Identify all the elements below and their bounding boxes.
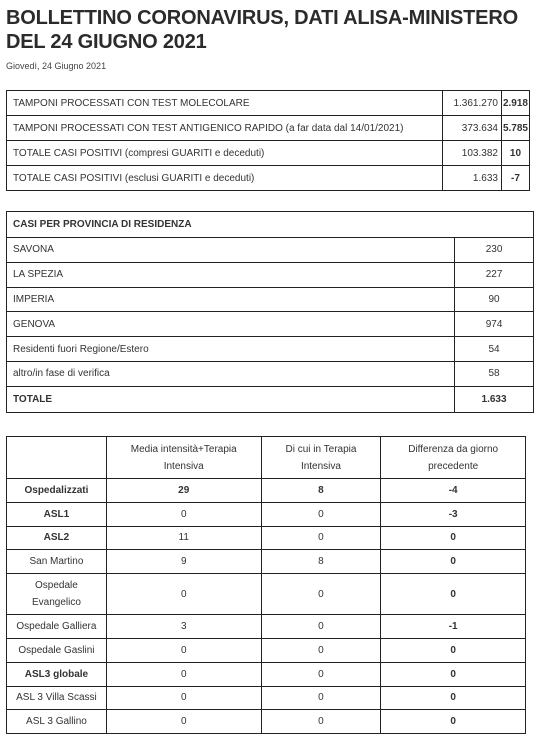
summary-delta: 10 [501, 141, 529, 166]
table-row [7, 91, 530, 116]
province-value: 230 [455, 238, 534, 263]
hospital-ti: 0 [261, 526, 381, 550]
hospital-media: 9 [106, 550, 261, 574]
hospital-name: ASL 3 Gallino [7, 710, 107, 734]
summary-total: 1.361.270 [443, 91, 502, 116]
summary-label: TAMPONI PROCESSATI CON TEST MOLECOLARE [7, 91, 443, 116]
table-row [7, 337, 534, 362]
hospital-ti: 0 [261, 574, 381, 615]
table-row [7, 312, 534, 337]
summary-label: TOTALE CASI POSITIVI (esclusi GUARITI e deceduti) [7, 166, 443, 191]
province-label: SAVONA [7, 238, 455, 263]
table-row [7, 287, 534, 312]
hospital-diff: 0 [381, 638, 526, 662]
table-header-row [7, 212, 534, 238]
header-ti: Di cui in Terapia Intensiva [261, 437, 381, 479]
table-row [7, 361, 534, 386]
province-label: GENOVA [7, 312, 455, 337]
province-label: Residenti fuori Regione/Estero [7, 337, 455, 362]
table-row [7, 141, 530, 166]
publish-date: Giovedì, 24 Giugno 2021 [6, 61, 107, 71]
header-diff: Differenza da giorno precedente [381, 437, 526, 479]
hospital-diff: 0 [381, 526, 526, 550]
province-label: IMPERIA [7, 287, 455, 312]
table-row [7, 638, 526, 662]
summary-table [6, 90, 530, 191]
hospital-diff: -3 [381, 502, 526, 526]
province-value: 974 [455, 312, 534, 337]
summary-delta: -7 [501, 166, 529, 191]
hospital-diff: 0 [381, 662, 526, 686]
hospital-name: Ospedale Evangelico [7, 574, 107, 615]
table-row [7, 479, 526, 503]
hospital-name: Ospedale Galliera [7, 615, 107, 639]
table-row [7, 116, 530, 141]
summary-total: 373.634 [443, 116, 502, 141]
table-row [7, 686, 526, 710]
header-cell-empty [7, 437, 107, 479]
hospital-name: Ospedalizzati [7, 479, 107, 503]
hospital-diff: -4 [381, 479, 526, 503]
hospital-ti: 0 [261, 662, 381, 686]
province-label: altro/in fase di verifica [7, 361, 455, 386]
province-value: 90 [455, 287, 534, 312]
hospital-ti: 0 [261, 502, 381, 526]
province-table [6, 211, 534, 413]
province-header: CASI PER PROVINCIA DI RESIDENZA [7, 212, 534, 238]
table-row [7, 550, 526, 574]
hospital-diff: 0 [381, 574, 526, 615]
province-value: 54 [455, 337, 534, 362]
header-media: Media intensità+Terapia Intensiva [106, 437, 261, 479]
summary-label: TOTALE CASI POSITIVI (compresi GUARITI e deceduti) [7, 141, 443, 166]
hospital-name: ASL2 [7, 526, 107, 550]
hospital-ti: 0 [261, 686, 381, 710]
hospital-media: 29 [106, 479, 261, 503]
province-value: 227 [455, 262, 534, 287]
hospital-name: Ospedale Gaslini [7, 638, 107, 662]
province-total-value: 1.633 [455, 386, 534, 412]
hospital-diff: 0 [381, 686, 526, 710]
hospital-media: 0 [106, 686, 261, 710]
hospital-name: ASL3 globale [7, 662, 107, 686]
table-row [7, 526, 526, 550]
hospital-media: 11 [106, 526, 261, 550]
hospital-media: 3 [106, 615, 261, 639]
province-total-label: TOTALE [7, 386, 455, 412]
table-row [7, 662, 526, 686]
table-row [7, 238, 534, 263]
hospital-name: ASL1 [7, 502, 107, 526]
hospital-diff: -1 [381, 615, 526, 639]
hospital-media: 0 [106, 574, 261, 615]
hospital-ti: 0 [261, 615, 381, 639]
table-row [7, 615, 526, 639]
province-label: LA SPEZIA [7, 262, 455, 287]
hospital-ti: 0 [261, 710, 381, 734]
table-total-row [7, 386, 534, 412]
hospital-ti: 0 [261, 638, 381, 662]
province-value: 58 [455, 361, 534, 386]
hospital-name: San Martino [7, 550, 107, 574]
table-row [7, 166, 530, 191]
hospital-media: 0 [106, 638, 261, 662]
summary-label: TAMPONI PROCESSATI CON TEST ANTIGENICO RAPIDO (a far data dal 14/01/2021) [7, 116, 443, 141]
table-row [7, 710, 526, 734]
summary-total: 1.633 [443, 166, 502, 191]
table-row [7, 574, 526, 615]
hospital-diff: 0 [381, 710, 526, 734]
hospital-ti: 8 [261, 550, 381, 574]
table-row [7, 502, 526, 526]
hospital-name: ASL 3 Villa Scassi [7, 686, 107, 710]
hospital-ti: 8 [261, 479, 381, 503]
table-header-row [7, 437, 526, 479]
hospital-media: 0 [106, 710, 261, 734]
hospital-diff: 0 [381, 550, 526, 574]
summary-total: 103.382 [443, 141, 502, 166]
hospital-media: 0 [106, 502, 261, 526]
summary-delta: 2.918 [501, 91, 529, 116]
page-title: BOLLETTINO CORONAVIRUS, DATI ALISA-MINISTERO DEL 24 GIUGNO 2021 [6, 7, 518, 53]
hospital-table [6, 436, 526, 734]
table-row [7, 262, 534, 287]
summary-delta: 5.785 [501, 116, 529, 141]
hospital-media: 0 [106, 662, 261, 686]
